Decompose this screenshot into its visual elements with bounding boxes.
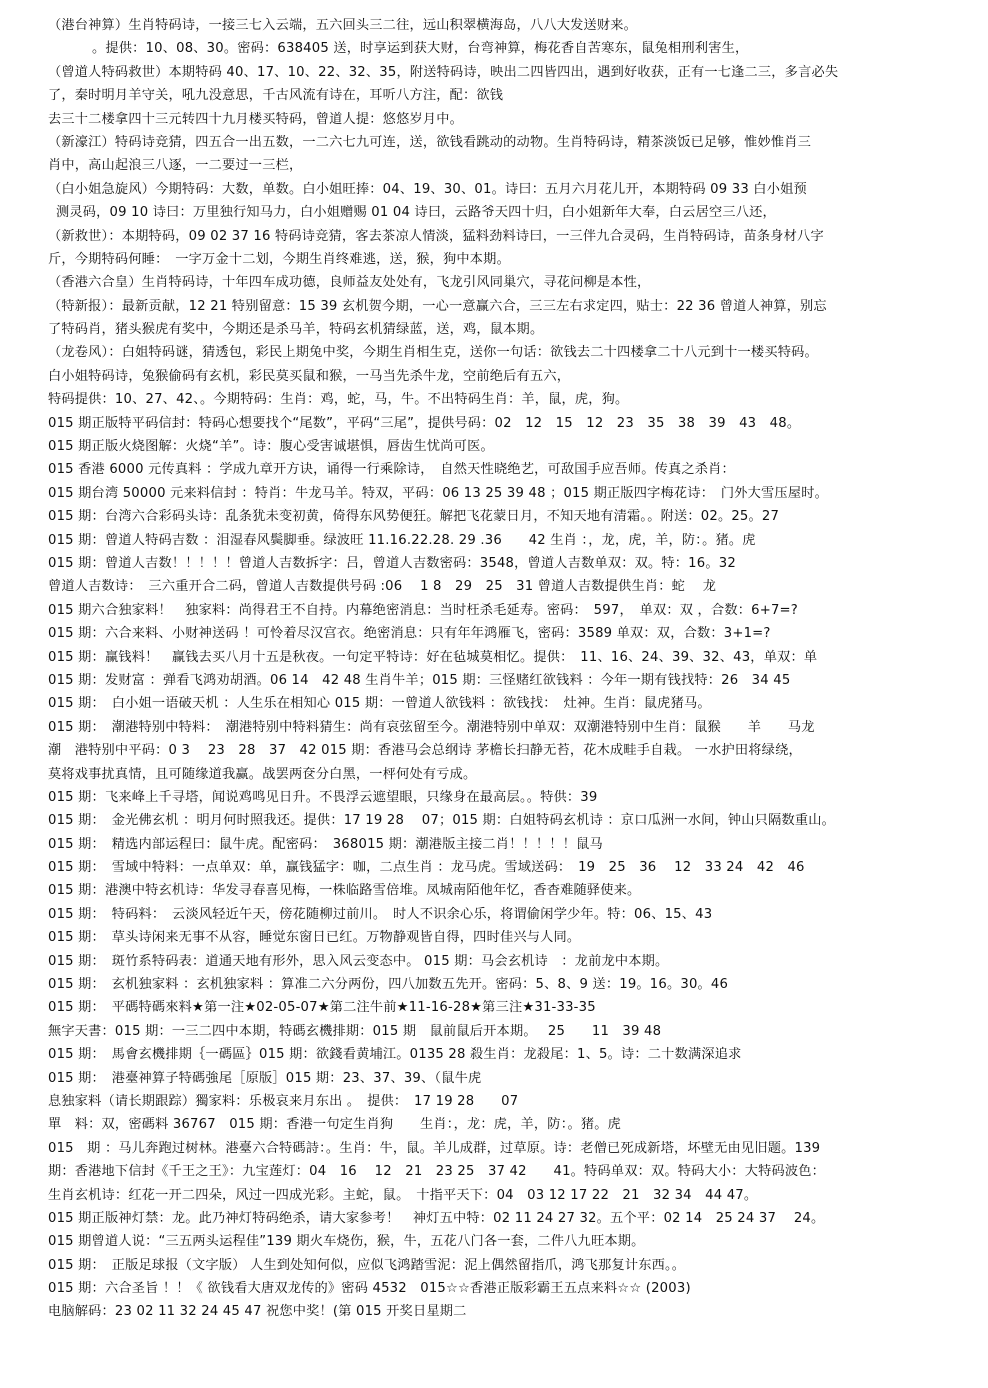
text-line: 015 期：六合圣旨 ！！《 欲钱看大唐双龙传的》密码 4532 015☆☆香港正版彩霸王五点来料☆☆ (2003) [48, 1281, 691, 1297]
text-line: 015 期：飞来峰上千寻塔，闻说鸡鸣见日升。不畏浮云遮望眼，只缘身在最高层。。特供：39 [48, 789, 598, 805]
text-line: 015 期： 玄机独家料 ：玄机独家料 ：算准二六分两份，四八加数五先开。密码：5、8、9 送：19。16。30。46 [48, 977, 729, 993]
text-line: 015 期曾道人说：“三五两头运程佳”139 期火车烧伤，猴，牛，五花八门各一套，二件八九旺本期。 [48, 1234, 645, 1250]
text-line: 015 期：曾道人吉数！！！！！曾道人吉数拆字：吕，曾道人吉数密码：3548，曾道人吉数单双：双。特：16。32 [48, 555, 736, 571]
text-line: 015 期 ：马儿奔跑过树林。港臺六合特碼詩：。生肖：牛，鼠。羊儿成群，过草原。诗：老僧已死成新塔，坏壁无由见旧题。139 [48, 1140, 821, 1156]
text-line: 015 期正版特平码信封：特码心想要找个“尾数”，平码“三尾”，提供号码：02 12 15 12 23 35 38 39 43 48。 [48, 415, 801, 431]
text-line: 特码提供：10、27、42、。今期特码：生肖：鸡，蛇，马，牛。不出特码生肖：羊，鼠，虎，狗。 [48, 392, 629, 408]
text-line: 莫将戏事扰真情，且可随缘道我赢。战罢两奁分白黑，一枰何处有亏成。 [48, 766, 477, 782]
text-line: 015 期： 雪域中特料：一点单双：单，赢钱猛字：咖，二点生肖 ：龙马虎。雪域送码： 19 25 36 12 33 24 42 46 [48, 860, 805, 876]
text-line: 015 期：六合来料、小财神送码 ！可怜着尽汉宫衣。绝密消息：只有年年鸿雁飞，密码：3589 单双：双，合数：3+1=? [48, 626, 771, 642]
text-line: 生肖玄机诗：红花一开二四朵，风过一四成光彩。主蛇，鼠。 十指平天下：04 03 12 17 22 21 32 34 44 47。 [48, 1187, 758, 1203]
text-line [48, 1324, 976, 1347]
text-line: 肖中，高山起浪三八逐，一二要过一三栏， [48, 158, 303, 174]
text-line: 015 期：曾道人特码吉数 ：泪湿春风鬓脚垂。绿波旺 11.16.22.28. 29 .36 42 生肖 ：，龙，虎，羊，防：。猪。虎 [48, 532, 756, 548]
text-line: 测灵码，09 10 诗曰：万里独行知马力，白小姐赠赐 01 04 诗曰，云路爷天四十归，白小姐新年大奉，白云居空三八还， [56, 205, 776, 221]
text-line: 015 期： 港臺神算子特碼強尾［原版］015 期：23、37、39、（鼠牛虎 [48, 1070, 482, 1086]
text-line: 015 期： 正版足球报（文字版） 人生到处知何似，应似飞鸿踏雪泥：泥上偶然留指爪，鸿飞那复计东西。。 [48, 1257, 686, 1273]
text-line: 015 期正版神灯禁：龙。此乃神灯特码绝杀，请大家参考！ 神灯五中特：02 11 24 27 32。五个平：02 14 25 24 37 24。 [48, 1210, 825, 1226]
text-line: （特新报）：最新贡献，12 21 特别留意：15 39 玄机贺今期，一心一意赢六合，三三左右求定四，贴士：22 36 曾道人神算，别忘 [48, 298, 827, 314]
text-line: 015 期： 金光佛玄机 ：明月何时照我还。提供：17 19 28 07；015 期：白姐特码玄机诗 ：京口瓜洲一水间，钟山只隔数重山。 [48, 813, 836, 829]
text-line: 去三十二楼拿四十三元转四十九月楼买特码，曾道人提：悠悠岁月中。 [48, 111, 464, 127]
text-line: 015 期：台湾六合彩码头诗：乱条犹未变初黄，倚得东风势便狂。解把飞花蒙日月，不知天地有清霜。。附送：02。25。27 [48, 509, 780, 525]
text-line: （港台神算）生肖特码诗，一接三七入云端，五六回头三二往，远山积翠横海岛，八八大发送财来。 [48, 18, 638, 33]
text-line: 。提供：10、08、30。密码：638405 送，时享运到获大财，台弯神算，梅花香自苦寒东，鼠兔相刑利害生， [92, 41, 749, 57]
text-line: （新濠江）特码诗竞猜，四五合一出五数，一二六七九可连，送，欲钱看跳动的动物。生肖特码诗，精茶淡饭已足够，惟妙惟肖三 [48, 134, 812, 150]
text-line: 015 期： 潮港特别中特料： 潮港特别中特料猜生：尚有哀弦留至今。潮港特别中单双：双潮港特别中生肖：鼠猴 羊 马龙 [48, 719, 815, 735]
text-line: （白小姐急旋风）今期特码：大数，单数。白小姐旺捧：04、19、30、01。诗曰：五月六月花儿开，本期特码 09 33 白小姐预 [48, 181, 807, 197]
text-line: 曾道人吉数诗： 三六重开合二码，曾道人吉数提供号码 :06 1 8 29 25 31 曾道人吉数提供生肖：蛇 龙 [48, 579, 717, 595]
text-line: 白小姐特码诗，兔猴偷码有玄机，彩民莫买鼠和猴，一马当先杀牛龙，空前绝后有五六， [48, 368, 571, 384]
text-line: 015 期： 特码料： 云淡风轻近午天，傍花随柳过前川。 时人不识余心乐，将谓偷闲学少年。特：06、15、43 [48, 906, 713, 922]
text-line: （曾道人特码救世）本期特码 40、17、10、22、32、35，附送特码诗，映出二四皆四出，遇到好收获，正有一七逢二三，多言必失 [48, 64, 839, 80]
text-line: 期：香港地下信封《千王之王》：九宝莲灯：04 16 12 21 23 25 37 42 41。特码单双：双。特码大小：大特码波色： [48, 1164, 826, 1180]
text-line: 015 期六合独家料！ 独家料：尚得君王不自持。内幕绝密消息：当时枉杀毛延寿。密码： 597， 单双：双 ，合数：6+7=? [48, 602, 798, 618]
text-line: 015 期： 精选内部运程曰：鼠牛虎。配密码： 368015 期：潮港版主接二肖！！！！！鼠马 [48, 836, 603, 852]
text-line: （香港六合皇）生肖特码诗，十年四车成功德，良师益友处处有，飞龙引风同巢穴，寻花问柳是本性， [48, 275, 651, 291]
text-line: 息独家料（请长期跟踪）獨家料：乐极哀来月东出 。 提供： 17 19 28 07 [48, 1093, 519, 1109]
text-line: 了特码肖，猪头猴虎有奖中，今期还是杀马羊，特码玄机猜绿蓝，送，鸡，鼠本期。 [48, 322, 544, 338]
text-line: （龙卷风）：白姐特码谜，猜透包，彩民上期兔中奖，今期生肖相生克，送你一句话：欲钱去二十四楼拿二十八元到十一楼买特码。 [48, 345, 818, 361]
text-line: 潮 港特别中平码：0 3 23 28 37 42 015 期：香港马会总纲诗 茅檐长扫静无苔，花木成畦手自栽。 一水护田将绿绕， [48, 743, 802, 759]
text-line: 015 期： 平碼特碼來料★第一注★02-05-07★第二注牛前★11-16-28★第三注★31-33-35 [48, 1000, 596, 1016]
text-line: 015 期： 馬會玄機排期｛一碼區｝015 期：欲錢看黄埔江。0135 28 殺生肖：龙殺尾：1、5。诗：二十数满深追求 [48, 1047, 742, 1063]
text-line: 了，秦时明月羊守关，吼九没意思，千古风流有诗在，耳听八方注，配：欲钱 [48, 88, 504, 104]
text-line: 015 期：港澳中特玄机诗：华发寻春喜见梅，一株临路雪倍堆。凤城南陌他年忆，香杳难随驿使来。 [48, 883, 641, 899]
text-line: 015 期台湾 50000 元来料信封 ：特肖：牛龙马羊。特双，平码：06 13 25 39 48 ；015 期正版四字梅花诗： 门外大雪压屋时。 [48, 485, 828, 501]
text-line: （新救世）：本期特码，09 02 37 16 特码诗竞猜，客去茶凉人情淡，猛料劲料诗曰，一三伴九合灵码，生肖特码诗，苗条身材八字 [48, 228, 824, 244]
text-line: 电脑解码：23 02 11 32 24 45 47 祝您中奖！(第 015 开奖日星期二 [48, 1304, 467, 1320]
text-line: 015 期： 斑竹系特码表：道通天地有形外，思入风云变态中。 015 期：马会玄机诗 ：龙前龙中本期。 [48, 953, 669, 969]
text-line: 斤，今期特码何睡： 一字万金十二划，今期生肖终难逃，送，猴，狗中本期。 [48, 251, 510, 267]
text-line: 015 期：发财富 ：弹看飞鸿劝胡酒。06 14 42 48 生肖牛羊；015 期：三怪赌红欲钱料 ：今年一期有钱找特：26 34 45 [48, 672, 791, 688]
text-line: 015 期： 草头诗闲来无事不从容，睡觉东窗日已红。万物静观皆自得，四时佳兴与人同。 [48, 930, 581, 946]
text-line: 015 期：赢钱料！ 赢钱去买八月十五是秋夜。一句定平特诗：好在毡城莫相忆。提供： 11、16、24、39、32、43，单双：单 [48, 649, 818, 665]
text-line: 單 料：双，密碼料 36767 015 期：香港一句定生肖狗 生肖：，龙：虎，羊，防：。猪。虎 [48, 1117, 622, 1133]
text-line: 015 期正版火烧图解：火烧“羊”。诗：腹心受害诚堪惧，唇齿生忧尚可医。 [48, 439, 494, 455]
text-line: 無字天書：015 期：一三二四中本期，特碼玄機排期：015 期 鼠前鼠后开本期。 25 11 39 48 [48, 1023, 662, 1039]
text-line: 015 期： 白小姐一语破天机 ：人生乐在相知心 015 期：一曾道人欲钱料 ：欲钱找： 灶神。生肖：鼠虎猪马。 [48, 696, 711, 712]
text-line: 015 香港 6000 元传真料 ：学成九章开方诀，诵得一行乘除诗， 自然天性晓绝艺，可敌国手应吾师。传真之杀肖： [48, 462, 735, 478]
